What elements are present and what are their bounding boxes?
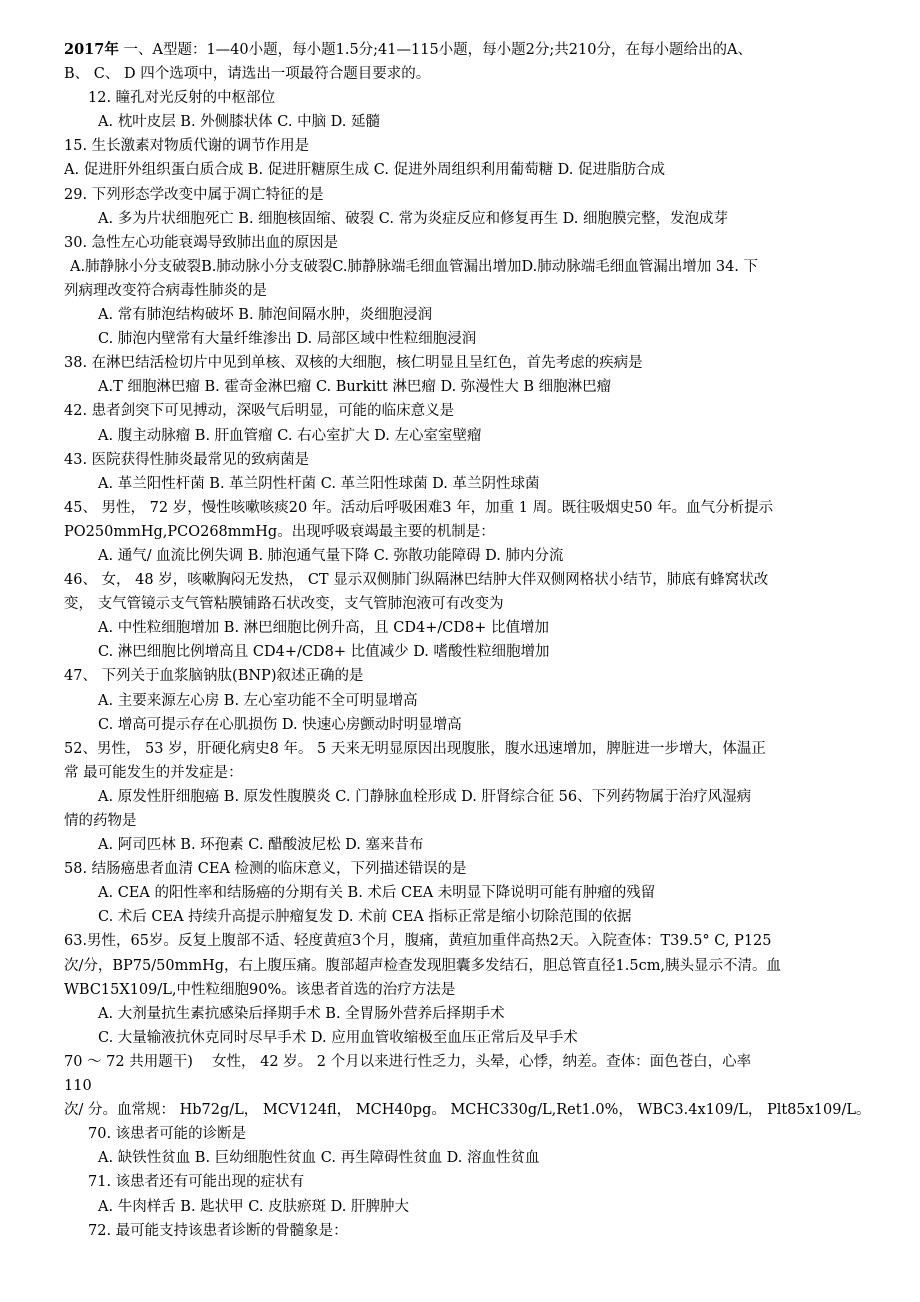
- text-line: B、 C、 D 四个选项中，请选出一项最符合题目要求的。: [64, 66, 431, 83]
- options-15: A. 促进肝外组织蛋白质合成 B. 促进肝糖原生成 C. 促进外周组织利用葡萄糖 D. 促进脂肪合成: [64, 162, 666, 179]
- question-42: 42. 患者剑突下可见搏动，深吸气后明显，可能的临床意义是: [64, 403, 455, 420]
- question-45: 45、 男性， 72 岁，慢性咳嗽咳痰20 年。活动后呼吸困难3 年，加重 1 周。既往吸烟史50 年。血气分析提示: [64, 499, 774, 516]
- question-12: 12. 瞳孔对光反射的中枢部位: [88, 90, 276, 107]
- options-43: A. 革兰阳性杆菌 B. 革兰阴性杆菌 C. 革兰阳性球菌 D. 革兰阴性球菌: [98, 475, 540, 492]
- question-38: 38. 在淋巴结活检切片中见到单核、双核的大细胞，核仁明显且呈红色，首先考虑的疾病是: [64, 355, 643, 372]
- options-63-c: C. 大量输液抗休克同时尽早手术 D. 应用血管收缩极至血压正常后及早手术: [98, 1029, 578, 1046]
- question-46: 46、 女， 48 岁，咳嗽胸闷无发热， CT 显示双侧肺门纵隔淋巴结肿大伴双侧网格状小结节，肺底有蜂窝状改: [64, 572, 769, 589]
- options-71: A. 牛肉样舌 B. 匙状甲 C. 皮肤瘀斑 D. 肝脾肿大: [98, 1198, 410, 1215]
- question-63: 63.男性，65岁。反复上腹部不适、轻度黄疸3个月，腹痛，黄疸加重伴高热2天。入院查体：T39.5° C, P125: [64, 933, 772, 950]
- question-63-cont2: WBC15X109/L,中性粒细胞90%。该患者首选的治疗方法是: [64, 981, 456, 998]
- question-70-72-stem-cont: 110: [64, 1078, 92, 1095]
- options-47-a: A. 主要来源左心房 B. 左心室功能不全可明显增高: [98, 692, 418, 709]
- options-58-a: A. CEA 的阳性率和结肠癌的分期有关 B. 术后 CEA 未明显下降说明可能有肿瘤的残留: [98, 885, 656, 902]
- options-34-c: C. 肺泡内壁常有大量纤维渗出 D. 局部区域中性粒细胞浸润: [98, 331, 477, 348]
- question-34: 列病理改变符合病毒性肺炎的是: [64, 282, 267, 299]
- options-34-a: A. 常有肺泡结构破坏 B. 肺泡间隔水肿，炎细胞浸润: [98, 307, 433, 324]
- options-58-c: C. 术后 CEA 持续升高提示肿瘤复发 D. 术前 CEA 指标正常是缩小切除范围的依据: [98, 909, 632, 926]
- question-72: 72. 最可能支持该患者诊断的骨髓象是：: [88, 1222, 348, 1239]
- question-47: 47、 下列关于血浆脑钠肽(BNP)叙述正确的是: [64, 668, 364, 685]
- options-52: A. 原发性肝细胞癌 B. 原发性腹膜炎 C. 门静脉血栓形成 D. 肝肾综合征 56、下列药物属于治疗风湿病: [98, 788, 752, 805]
- options-12: A. 枕叶皮层 B. 外侧膝状体 C. 中脑 D. 延髓: [98, 114, 381, 131]
- options-30: A.肺静脉小分支破裂B.肺动脉小分支破裂C.肺静脉端毛细血管漏出增加D.肺动脉端毛细血管漏出增加 34. 下: [70, 258, 759, 275]
- options-42: A. 腹主动脉瘤 B. 肝血管瘤 C. 右心室扩大 D. 左心室室壁瘤: [98, 427, 482, 444]
- options-63-a: A. 大剂量抗生素抗感染后择期手术 B. 全胃肠外营养后择期手术: [98, 1005, 505, 1022]
- options-38: A.T 细胞淋巴瘤 B. 霍奇金淋巴瘤 C. Burkitt 淋巴瘤 D. 弥漫性大 B 细胞淋巴瘤: [98, 379, 612, 396]
- options-46-a: A. 中性粒细胞增加 B. 淋巴细胞比例升高，且 CD4+/CD8+ 比值增加: [98, 620, 549, 637]
- question-52-cont: 常 最可能发生的并发症是：: [64, 764, 243, 781]
- question-15: 15. 生长激素对物质代谢的调节作用是: [64, 138, 310, 155]
- question-30: 30. 急性左心功能衰竭导致肺出血的原因是: [64, 234, 339, 251]
- question-29: 29. 下列形态学改变中属于凋亡特征的是: [64, 186, 324, 203]
- question-52: 52、男性， 53 岁，肝硬化病史8 年。 5 天来无明显原因出现腹胀，腹水迅速增加，脾脏进一步增大，体温正: [64, 740, 766, 757]
- question-46-cont: 变， 支气管镜示支气管粘膜铺路石状改变，支气管肺泡液可有改变为: [64, 596, 504, 613]
- options-47-c: C. 增高可提示存在心肌损伤 D. 快速心房颤动时明显增高: [98, 716, 462, 733]
- options-46-c: C. 淋巴细胞比例增高且 CD4+/CD8+ 比值减少 D. 嗜酸性粒细胞增加: [98, 644, 550, 661]
- header-line: 2017年 一、A型题：1—40小题，每小题1.5分;41—115小题，每小题2分;共210分，在每小题给出的A、: [64, 41, 752, 58]
- options-29: A. 多为片状细胞死亡 B. 细胞核固缩、破裂 C. 常为炎症反应和修复再生 D. 细胞膜完整，发泡成芽: [98, 210, 729, 227]
- question-43: 43. 医院获得性肺炎最常见的致病菌是: [64, 451, 310, 468]
- options-70: A. 缺铁性贫血 B. 巨幼细胞性贫血 C. 再生障碍性贫血 D. 溶血性贫血: [98, 1150, 540, 1167]
- question-58: 58. 结肠癌患者血清 CEA 检测的临床意义，下列描述错误的是: [64, 861, 467, 878]
- year-label: 2017年: [64, 41, 119, 58]
- options-56: A. 阿司匹林 B. 环孢素 C. 醋酸波尼松 D. 塞来昔布: [98, 837, 424, 854]
- question-70-72-stem: 70 ～ 72 共用题干) 女性， 42 岁。 2 个月以来进行性乏力，头晕，心悸，纳差。查体：面色苍白，心率: [64, 1053, 752, 1070]
- question-70: 70. 该患者可能的诊断是: [88, 1126, 247, 1143]
- question-70-72-stem-cont2: 次/ 分。血常规： Hb72g/L， MCV124fl， MCH40pg。 MCHC330g/L,Ret1.0%， WBC3.4x109/L， Plt85x109/L。: [64, 1102, 871, 1119]
- question-63-cont: 次/分，BP75/50mmHg，右上腹压痛。腹部超声检查发现胆囊多发结石，胆总管直径1.5cm,胰头显示不清。血: [64, 957, 782, 974]
- question-56-cont: 情的药物是: [64, 813, 137, 829]
- options-45: A. 通气/ 血流比例失调 B. 肺泡通气量下降 C. 弥散功能障碍 D. 肺内分流: [98, 547, 564, 564]
- question-71: 71. 该患者还有可能出现的症状有: [88, 1174, 305, 1191]
- question-45-cont: PO250mmHg,PCO268mmHg。出现呼吸衰竭最主要的机制是：: [64, 523, 495, 540]
